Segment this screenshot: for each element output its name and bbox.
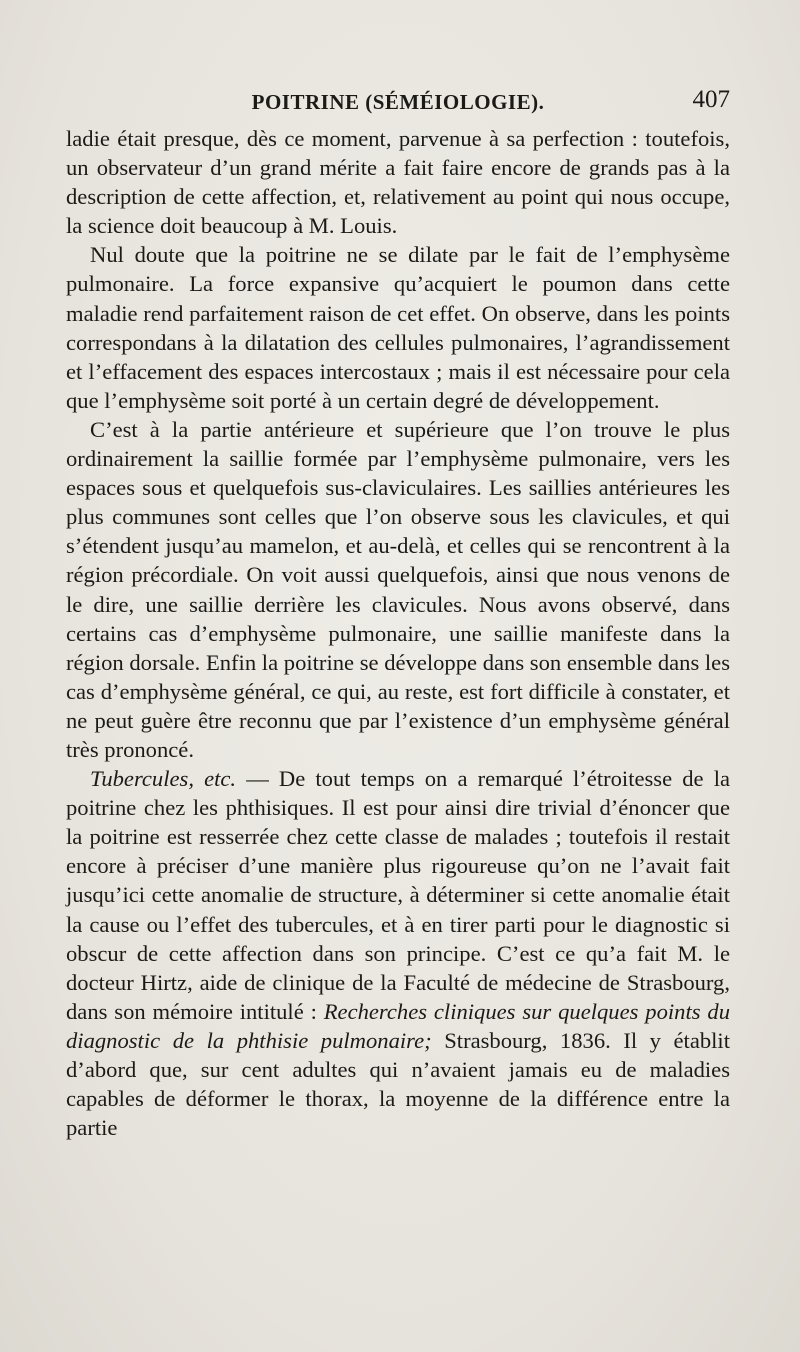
paragraph-1: ladie était presque, dès ce moment, parvenue à sa perfection : toutefois, un observateur d’un grand mérite a fait faire encore de grands pas à la description de cette affection, et, relativement au point qui nous occupe, la science doit beaucoup à M. Louis. (66, 126, 730, 239)
page-header (66, 86, 730, 122)
body-text (66, 124, 730, 1142)
section-lead: Tubercules, etc. (90, 766, 237, 792)
paragraph-4-tail: Strasbourg, 1836. Il y établit d’abord que, sur cent adultes qui n’avaient jamais eu de maladies capables de déformer le thorax, la moyenne de la différence entre la partie (66, 1027, 730, 1141)
paragraph-4 (66, 764, 730, 1142)
running-title: POITRINE (SÉMÉIOLOGIE). (251, 90, 545, 114)
paragraph-4-body: — De tout temps on a remarqué l’étroitesse de la poitrine chez les phthisiques. Il est pour ainsi dire trivial d’énoncer que la poitrine est resserrée chez cette classe de malades ; toutefois il restait encore à préciser d’une manière plus rigoureuse qu’on ne l’avait fait jusqu’ici cette anomalie de structure, à déterminer si cette anomalie était la cause ou l’effet des tubercules, et à en tirer parti pour le diagnostic si obscur de cette affection dans son principe. C’est ce qu’a fait M. le docteur Hirtz, aide de clinique de la Faculté de médecine de Strasbourg, dans son mémoire intitulé : (66, 766, 730, 1024)
paragraph-3: C’est à la partie antérieure et supérieure que l’on trouve le plus ordinairement la saillie formée par l’emphysème pulmonaire, vers les espaces sous et quelquefois sus-claviculaires. Les saillies antérieures les plus communes sont celles que l’on observe sous les clavicules, et qui s’étendent jusqu’au mamelon, et au-delà, et celles qui se rencontrent à la région précordiale. On voit aussi quelquefois, ainsi que nous venons de le dire, une saillie derrière les clavicules. Nous avons observé, dans certains cas d’emphysème pulmonaire, une saillie manifeste dans la région dorsale. Enfin la poitrine se développe dans son ensemble dans les cas d’emphysème général, ce qui, au reste, est fort difficile à constater, et ne peut guère être reconnu que par l’existence d’un emphysème général très prononcé. (66, 416, 730, 762)
paragraph-2: Nul doute que la poitrine ne se dilate par le fait de l’emphysème pulmonaire. La force expansive qu’acquiert le poumon dans cette maladie rend parfaitement raison de cet effet. On observe, dans les points correspondans à la dilatation des cellules pulmonaires, l’agrandissement et l’effacement des espaces intercostaux ; mais il est nécessaire pour cela que l’emphysème soit porté à un certain degré de développement. (66, 242, 730, 413)
memoir-title: Recherches cliniques sur quelques points du diagnostic de la phthisie pulmonaire; (66, 998, 730, 1053)
page-number: 407 (692, 86, 730, 113)
